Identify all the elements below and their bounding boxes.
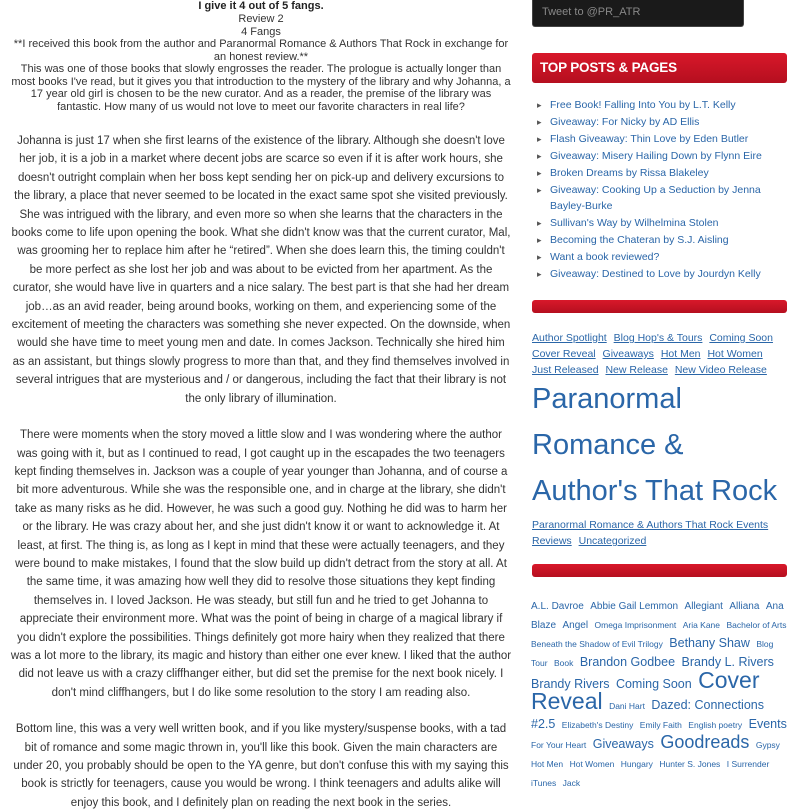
tag-link[interactable]: Goodreads xyxy=(660,732,750,752)
sidebar xyxy=(522,0,792,800)
tag-link[interactable]: Allegiant xyxy=(684,601,723,612)
top-post-link[interactable]: ▸ Giveaway: Misery Hailing Down by Flynn Eire xyxy=(536,148,786,165)
category-link[interactable]: Hot Men xyxy=(660,348,701,360)
tag-link[interactable]: Bethany Shaw xyxy=(669,636,750,650)
tag-link[interactable]: Beneath the Shadow of Evil Trilogy xyxy=(531,639,663,649)
tag-link[interactable]: Brandy Rivers xyxy=(531,677,610,691)
tag-link[interactable]: Abbie Gail Lemmon xyxy=(590,601,679,612)
review-paragraph-2: There were moments when the story moved a little slow and I was wondering where the author was going with it, but as I continued to read, I got caught up in the escapades the two teenagers kept finding themselves in. Jackson was a couple of year younger than Johanna, and of course a bit more adventurous. While she was the responsible one, and in charge at the library, she didn't take as many risks as he did. However, he was such a good guy. Nothing he did was to harm her or the library. He was crazy about her, and she just didn't know it or want to acknowledge it. At least, at first. The thing is, as long as I kept in mind that these were actually teenagers, and they were bound to make mistakes, I found that the slow build up didn't detract from the story at all. At the same time, it was amazing how well they did to resolve those situations they kept finding themselves in. I loved Jackson. He was steady, but still fun and he tried to get Johanna to appreciate their environment more. What was the point of being in charge of a magical library if you didn't explore the possibilities. Things definitely got more hairy when they realized that there was a lot more to the library, its magic and history than either one ever knew. I liked that the author did not leave us with a crazy cliffhanger either, but did set the premise for the next book nicely. I don't mind cliffhangers, but I do like some resolution to the story I am reading also. xyxy=(10,429,512,699)
review-paragraph-1: Johanna is just 17 when she first learns of the existence of the library. Although she doesn't love her job, it is a job in a market where decent jobs are scarce so even if it is after work hours, she doesn't outright complain when her boss kept sending her on pick-up and delivery excursions to the library, a place that never seemed to be located in the exact same spot she visited previously. She was intrigued with the library, and even more so when she learns that the characters in the books come to life upon opening the book. What she didn't know was that the current curator, Mal, was grooming her to replace him after he “retired”. When she does learn this, the timing couldn't be more perfect as she lost her job and was about to be evicted from her apartment. As the curator, she would have live in quarters and a nice salary. The best part is that she had her dream job…as an avid reader, being around books, working on them, and experiencing some of the excitement of meeting the characters was something she never expected. On the downside, when would she have time to meet young men and date. In comes Jackson. Technically she hired him as an assistant, but things slowly progress to more than that, and they find themselves involved in several intrigues that are mysterious and / or dangerous, including the fact that their library is not the only library of illumination. xyxy=(11,135,511,405)
tag-link[interactable]: Giveaways xyxy=(592,737,654,751)
tag-link[interactable]: Book xyxy=(554,658,574,668)
tag-link[interactable]: Jack xyxy=(562,778,581,788)
top-posts-list xyxy=(536,97,786,283)
top-post-link[interactable]: ▸ Want a book reviewed? xyxy=(536,249,786,266)
tag-link[interactable]: Dani Hart xyxy=(609,701,645,711)
category-link[interactable]: Reviews xyxy=(532,535,572,547)
category-link[interactable]: Giveaways xyxy=(602,348,654,360)
tag-link[interactable]: Aria Kane xyxy=(682,620,721,630)
tag-link[interactable]: Hungary xyxy=(620,759,653,769)
tweet-button-label: Tweet to @PR_ATR xyxy=(542,6,641,18)
top-post-link[interactable]: ▸ Sullivan's Way by Wilhelmina Stolen xyxy=(536,215,786,232)
category-link[interactable]: New Video Release xyxy=(674,364,767,376)
tag-link[interactable]: Omega Imprisonment xyxy=(594,620,677,630)
category-links-2 xyxy=(532,517,787,549)
tag-link[interactable]: Hunter S. Jones xyxy=(659,759,721,769)
tag-link[interactable]: Ana Blaze xyxy=(531,601,784,631)
tag-link[interactable]: iTunes xyxy=(531,778,557,788)
category-link[interactable]: Blog Hop's & Tours xyxy=(613,332,703,344)
top-post-link[interactable]: ▸ Giveaway: Cooking Up a Seduction by Jenna Bayley-Burke xyxy=(536,182,786,216)
top-post-link[interactable]: ▸ Giveaway: Destined to Love by Jourdyn Kelly xyxy=(536,266,786,283)
top-posts-header xyxy=(532,53,787,83)
tag-link[interactable]: Events xyxy=(748,717,787,731)
review-paragraph-3: Bottom line, this was a very well written book, and if you like mystery/suspense books, with a tad bit of romance and some magic thrown in, you'll like this book. Given the main characters are under 20, you probably should be open to the YA genre, but don't confuse this with my saying this book is strictly for teenagers, cause you would be wrong. I think teenagers and adults alike will enjoy this book, and I definitely plan on reading the next book in the series. xyxy=(13,723,509,809)
category-link[interactable]: Just Released xyxy=(532,364,599,376)
tag-link[interactable]: Brandon Godbee xyxy=(579,655,676,669)
tag-link[interactable]: Dazed: Connections #2.5 xyxy=(531,698,764,731)
category-links xyxy=(532,330,782,378)
tag-link[interactable]: Alliana xyxy=(729,601,760,612)
tweet-button[interactable] xyxy=(532,0,744,27)
category-link[interactable]: Paranormal Romance & Authors That Rock Events xyxy=(532,519,769,531)
tag-link[interactable]: Elizabeth's Destiny xyxy=(561,720,634,730)
tag-link[interactable]: Cover Reveal xyxy=(531,667,760,714)
category-link[interactable]: Hot Women xyxy=(707,348,763,360)
tag-link[interactable]: For Your Heart xyxy=(531,740,587,750)
top-post-link[interactable]: ▸ Flash Giveaway: Thin Love by Eden Butler xyxy=(536,131,786,148)
category-link[interactable]: Author Spotlight xyxy=(532,332,607,344)
tag-link[interactable]: English poetry xyxy=(688,720,743,730)
tag-link[interactable]: Gypsy xyxy=(755,740,780,750)
top-post-link[interactable]: ▸ Becoming the Chateran by S.J. Aisling xyxy=(536,232,786,249)
tags-header-bar xyxy=(532,564,787,577)
rating-line: I give it 4 out of 5 fangs. xyxy=(198,0,324,12)
categories-header-bar xyxy=(532,300,787,313)
tag-link[interactable]: I Surrender xyxy=(726,759,770,769)
category-link[interactable]: New Release xyxy=(605,364,668,376)
top-post-link[interactable]: ▸ Giveaway: For Nicky by AD Ellis xyxy=(536,114,786,131)
intro-paragraph: This was one of those books that slowly engrosses the reader. The prologue is actually longer than most books I've read, but it gives you that introduction to the mystery of the library and why Johanna, a 17 year old girl is chosen to be the new curator. And as a reader, the premise of the library was fantastic. How many of us would not love to meet our favorite characters in real life? xyxy=(11,63,511,113)
category-link[interactable]: Cover Reveal xyxy=(532,348,596,360)
tag-link[interactable]: Brandy L. Rivers xyxy=(681,655,774,669)
fangs-label: 4 Fangs xyxy=(241,25,281,38)
tag-link[interactable]: Coming Soon xyxy=(615,677,692,691)
top-post-link[interactable]: ▸ Broken Dreams by Rissa Blakeley xyxy=(536,165,786,182)
tag-link[interactable]: Hot Men xyxy=(531,759,564,769)
top-post-link[interactable]: ▸ Free Book! Falling Into You by L.T. Kelly xyxy=(536,97,786,114)
review-label: Review 2 xyxy=(238,13,284,25)
tag-link[interactable]: Angel xyxy=(562,620,589,631)
category-link[interactable]: Coming Soon xyxy=(709,332,773,344)
tag-cloud xyxy=(531,596,789,792)
disclaimer: **I received this book from the author and Paranormal Romance & Authors That Rock in exchange for an honest review.** xyxy=(13,38,509,63)
category-link-large[interactable]: Paranormal Romance & Author's That Rock xyxy=(532,383,778,507)
category-link[interactable]: Uncategorized xyxy=(578,535,647,547)
tag-link[interactable]: Hot Women xyxy=(569,759,615,769)
tag-link[interactable]: Blog Tour xyxy=(531,639,774,668)
tag-link[interactable]: Bachelor of Arts xyxy=(726,620,787,630)
tag-link[interactable]: A.L. Davroe xyxy=(531,601,584,612)
tag-link[interactable]: Emily Faith xyxy=(639,720,682,730)
top-posts-title: TOP POSTS & PAGES xyxy=(540,60,677,75)
